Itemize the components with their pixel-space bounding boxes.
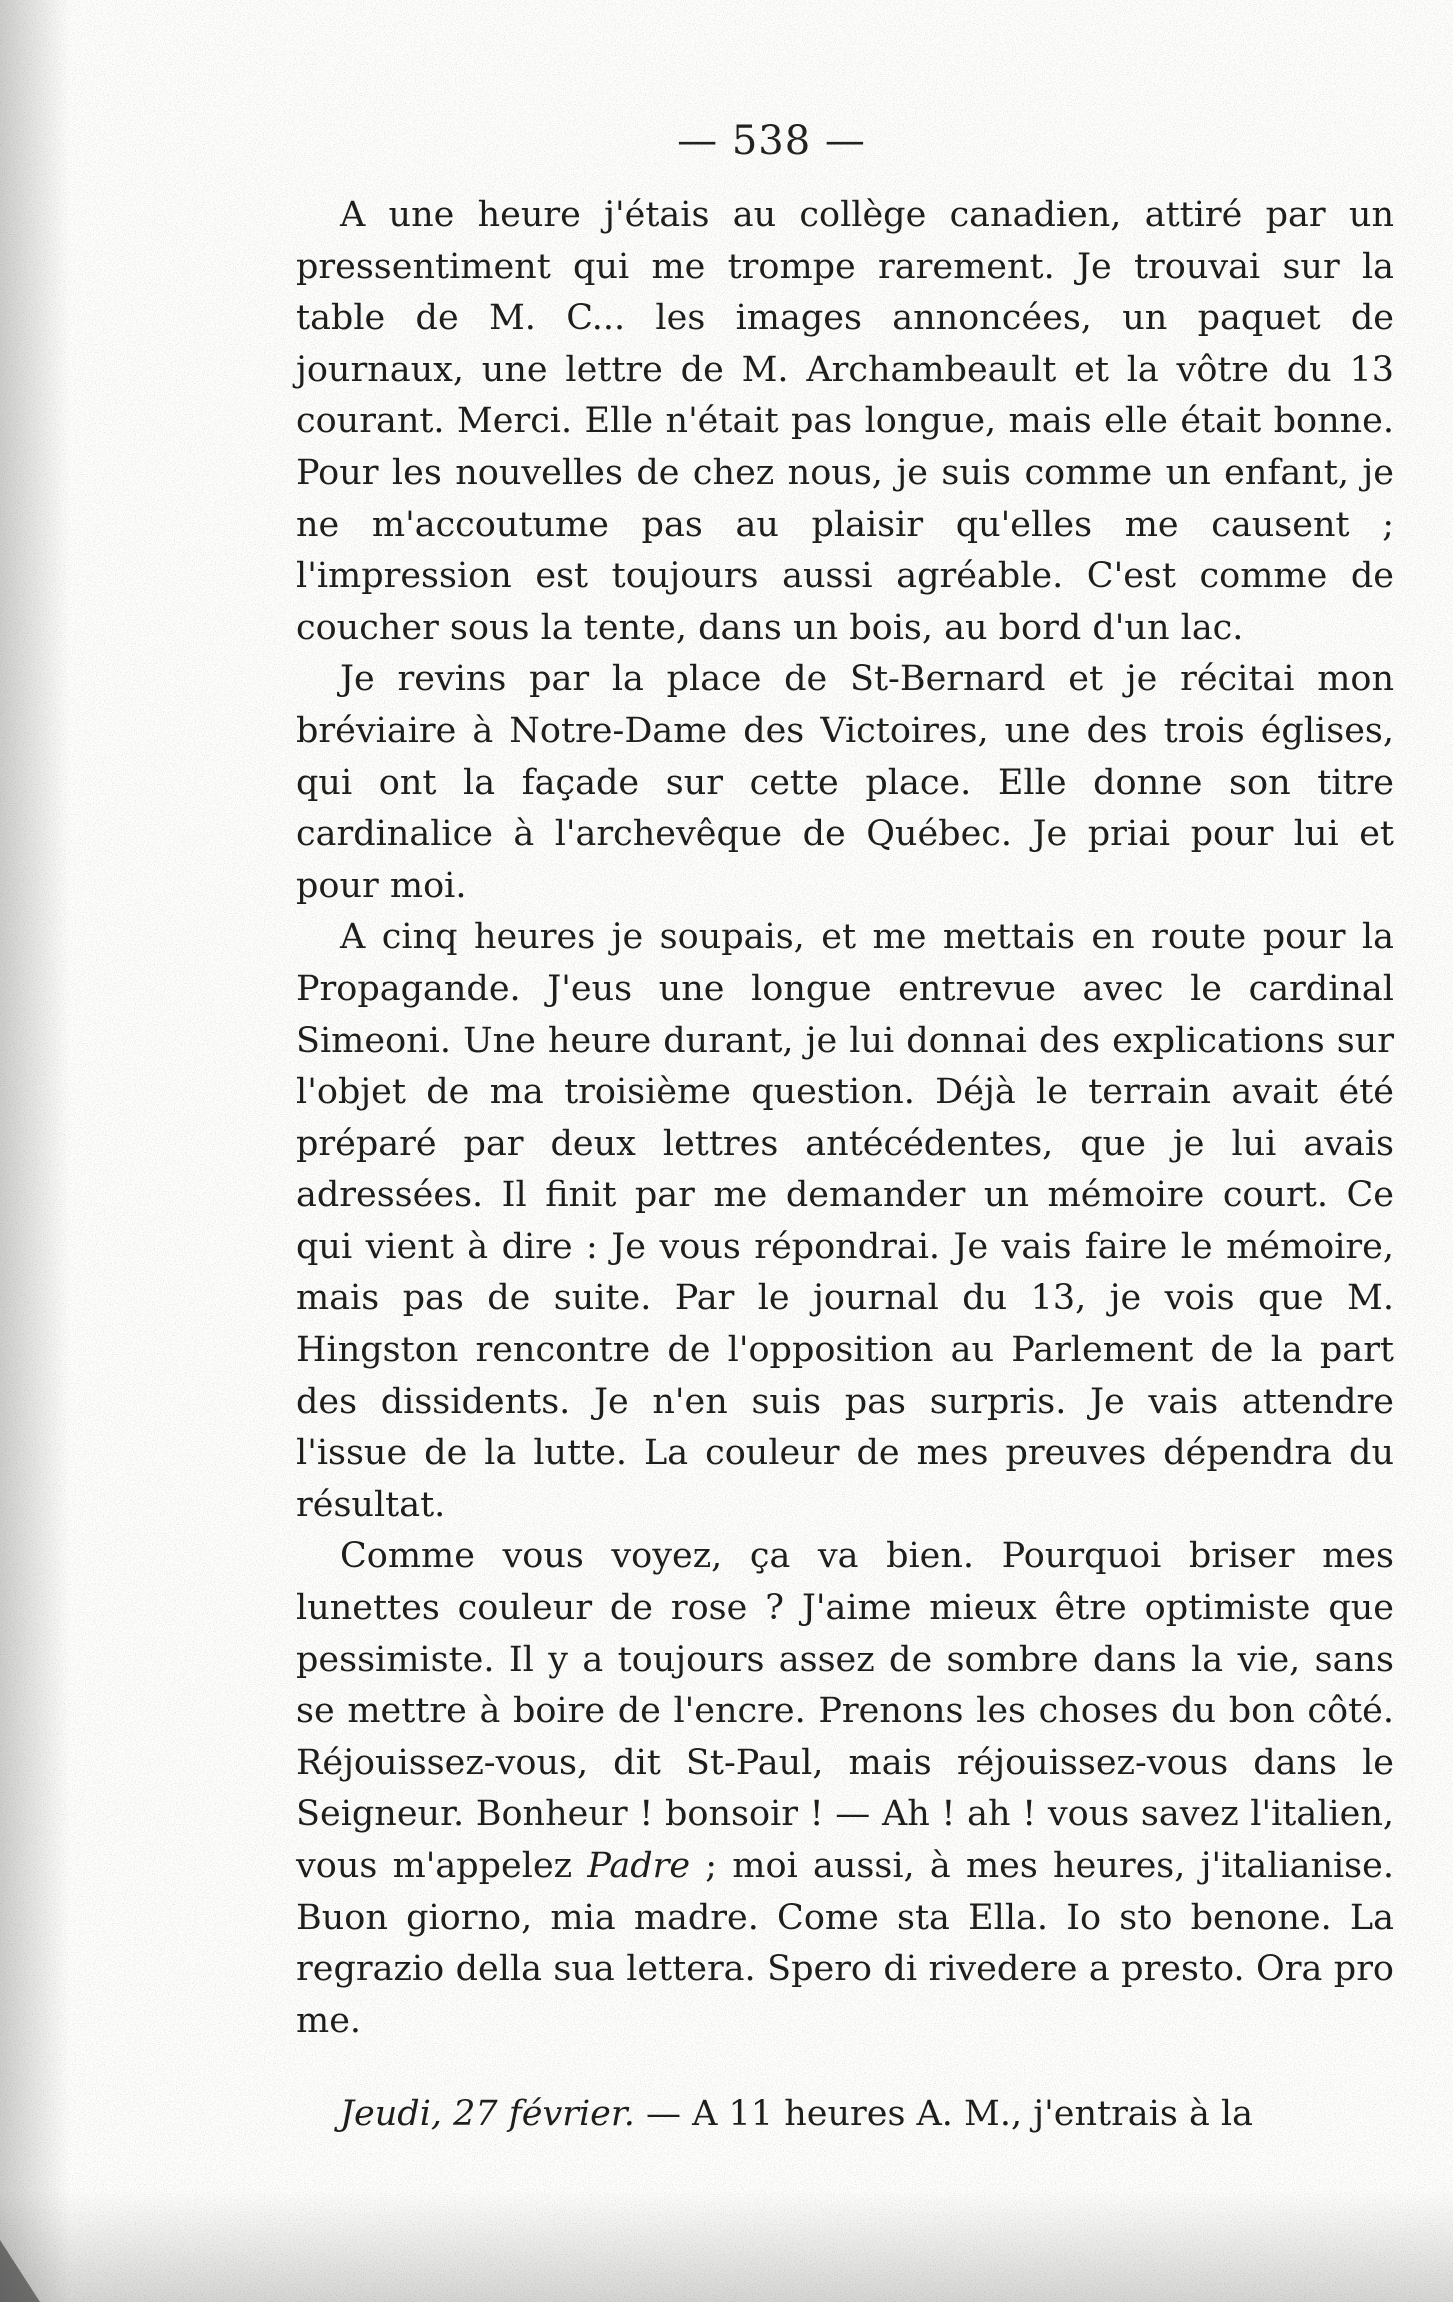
body-text (296, 190, 1394, 2141)
paragraph-1: A une heure j'étais au collège canadien, attiré par un pressentiment qui me trompe rarement. Je trouvai sur la table de M. C... les images annoncées, un paquet de journaux, une lettre de M. Archambeault et la vôtre du 13 courant. Merci. Elle n'était pas longue, mais elle était bonne. Pour les nouvelles de chez nous, je suis comme un enfant, je ne m'accoutume pas au plaisir qu'elles me causent ; l'impression est toujours aussi agréable. C'est comme de coucher sous la tente, dans un bois, au bord d'un lac. (296, 195, 1394, 648)
paragraph-4-part-2: ; moi aussi, à mes heures, j'italianise. Buon giorno, mia madre. Come sta Ella. Io sto benone. La regrazio della sua lettera. Spero di rivedere a presto. Ora pro me. (296, 1846, 1394, 2041)
padre-italic: Padre (587, 1846, 691, 1886)
paragraph-5 (296, 2089, 1394, 2141)
paragraph-3: A cinq heures je soupais, et me mettais en route pour la Propagande. J'eus une longue entrevue avec le cardinal Simeoni. Une heure durant, je lui donnai des explications sur l'objet de ma troisième question. Déjà le terrain avait été préparé par deux lettres antécédentes, que je lui avais adressées. Il finit par me demander un mémoire court. Ce qui vient à dire : Je vous répondrai. Je vais faire le mémoire, mais pas de suite. Par le journal du 13, je vois que M. Hingston rencontre de l'opposition au Parlement de la part des dissidents. Je n'en suis pas surpris. Je vais attendre l'issue de la lutte. La couleur de mes preuves dépendra du résultat. (296, 917, 1394, 1525)
entry-date: Jeudi, 27 février. (340, 2094, 635, 2135)
paragraph-4 (296, 1531, 1394, 2047)
page-number (0, 118, 1453, 164)
page-number-text: — 538 — (677, 118, 866, 164)
paragraph-5-text: — A 11 heures A. M., j'entrais à la (634, 2094, 1253, 2135)
paragraph-2: Je revins par la place de St-Bernard et je récitai mon bréviaire à Notre-Dame des Victoires, une des trois églises, qui ont la façade sur cette place. Elle donne son titre cardinalice à l'archevêque de Québec. Je priai pour lui et pour moi. (296, 659, 1394, 906)
paragraph-4-part-1: Comme vous voyez, ça va bien. Pourquoi briser mes lunettes couleur de rose ? J'aime mieux être optimiste que pessimiste. Il y a toujours assez de sombre dans la vie, sans se mettre à boire de l'encre. Prenons les choses du bon côté. Réjouissez-vous, dit St-Paul, mais réjouissez-vous dans le Seigneur. Bonheur ! bonsoir ! — Ah ! ah ! vous savez l'italien, vous m'appelez (296, 1536, 1394, 1886)
